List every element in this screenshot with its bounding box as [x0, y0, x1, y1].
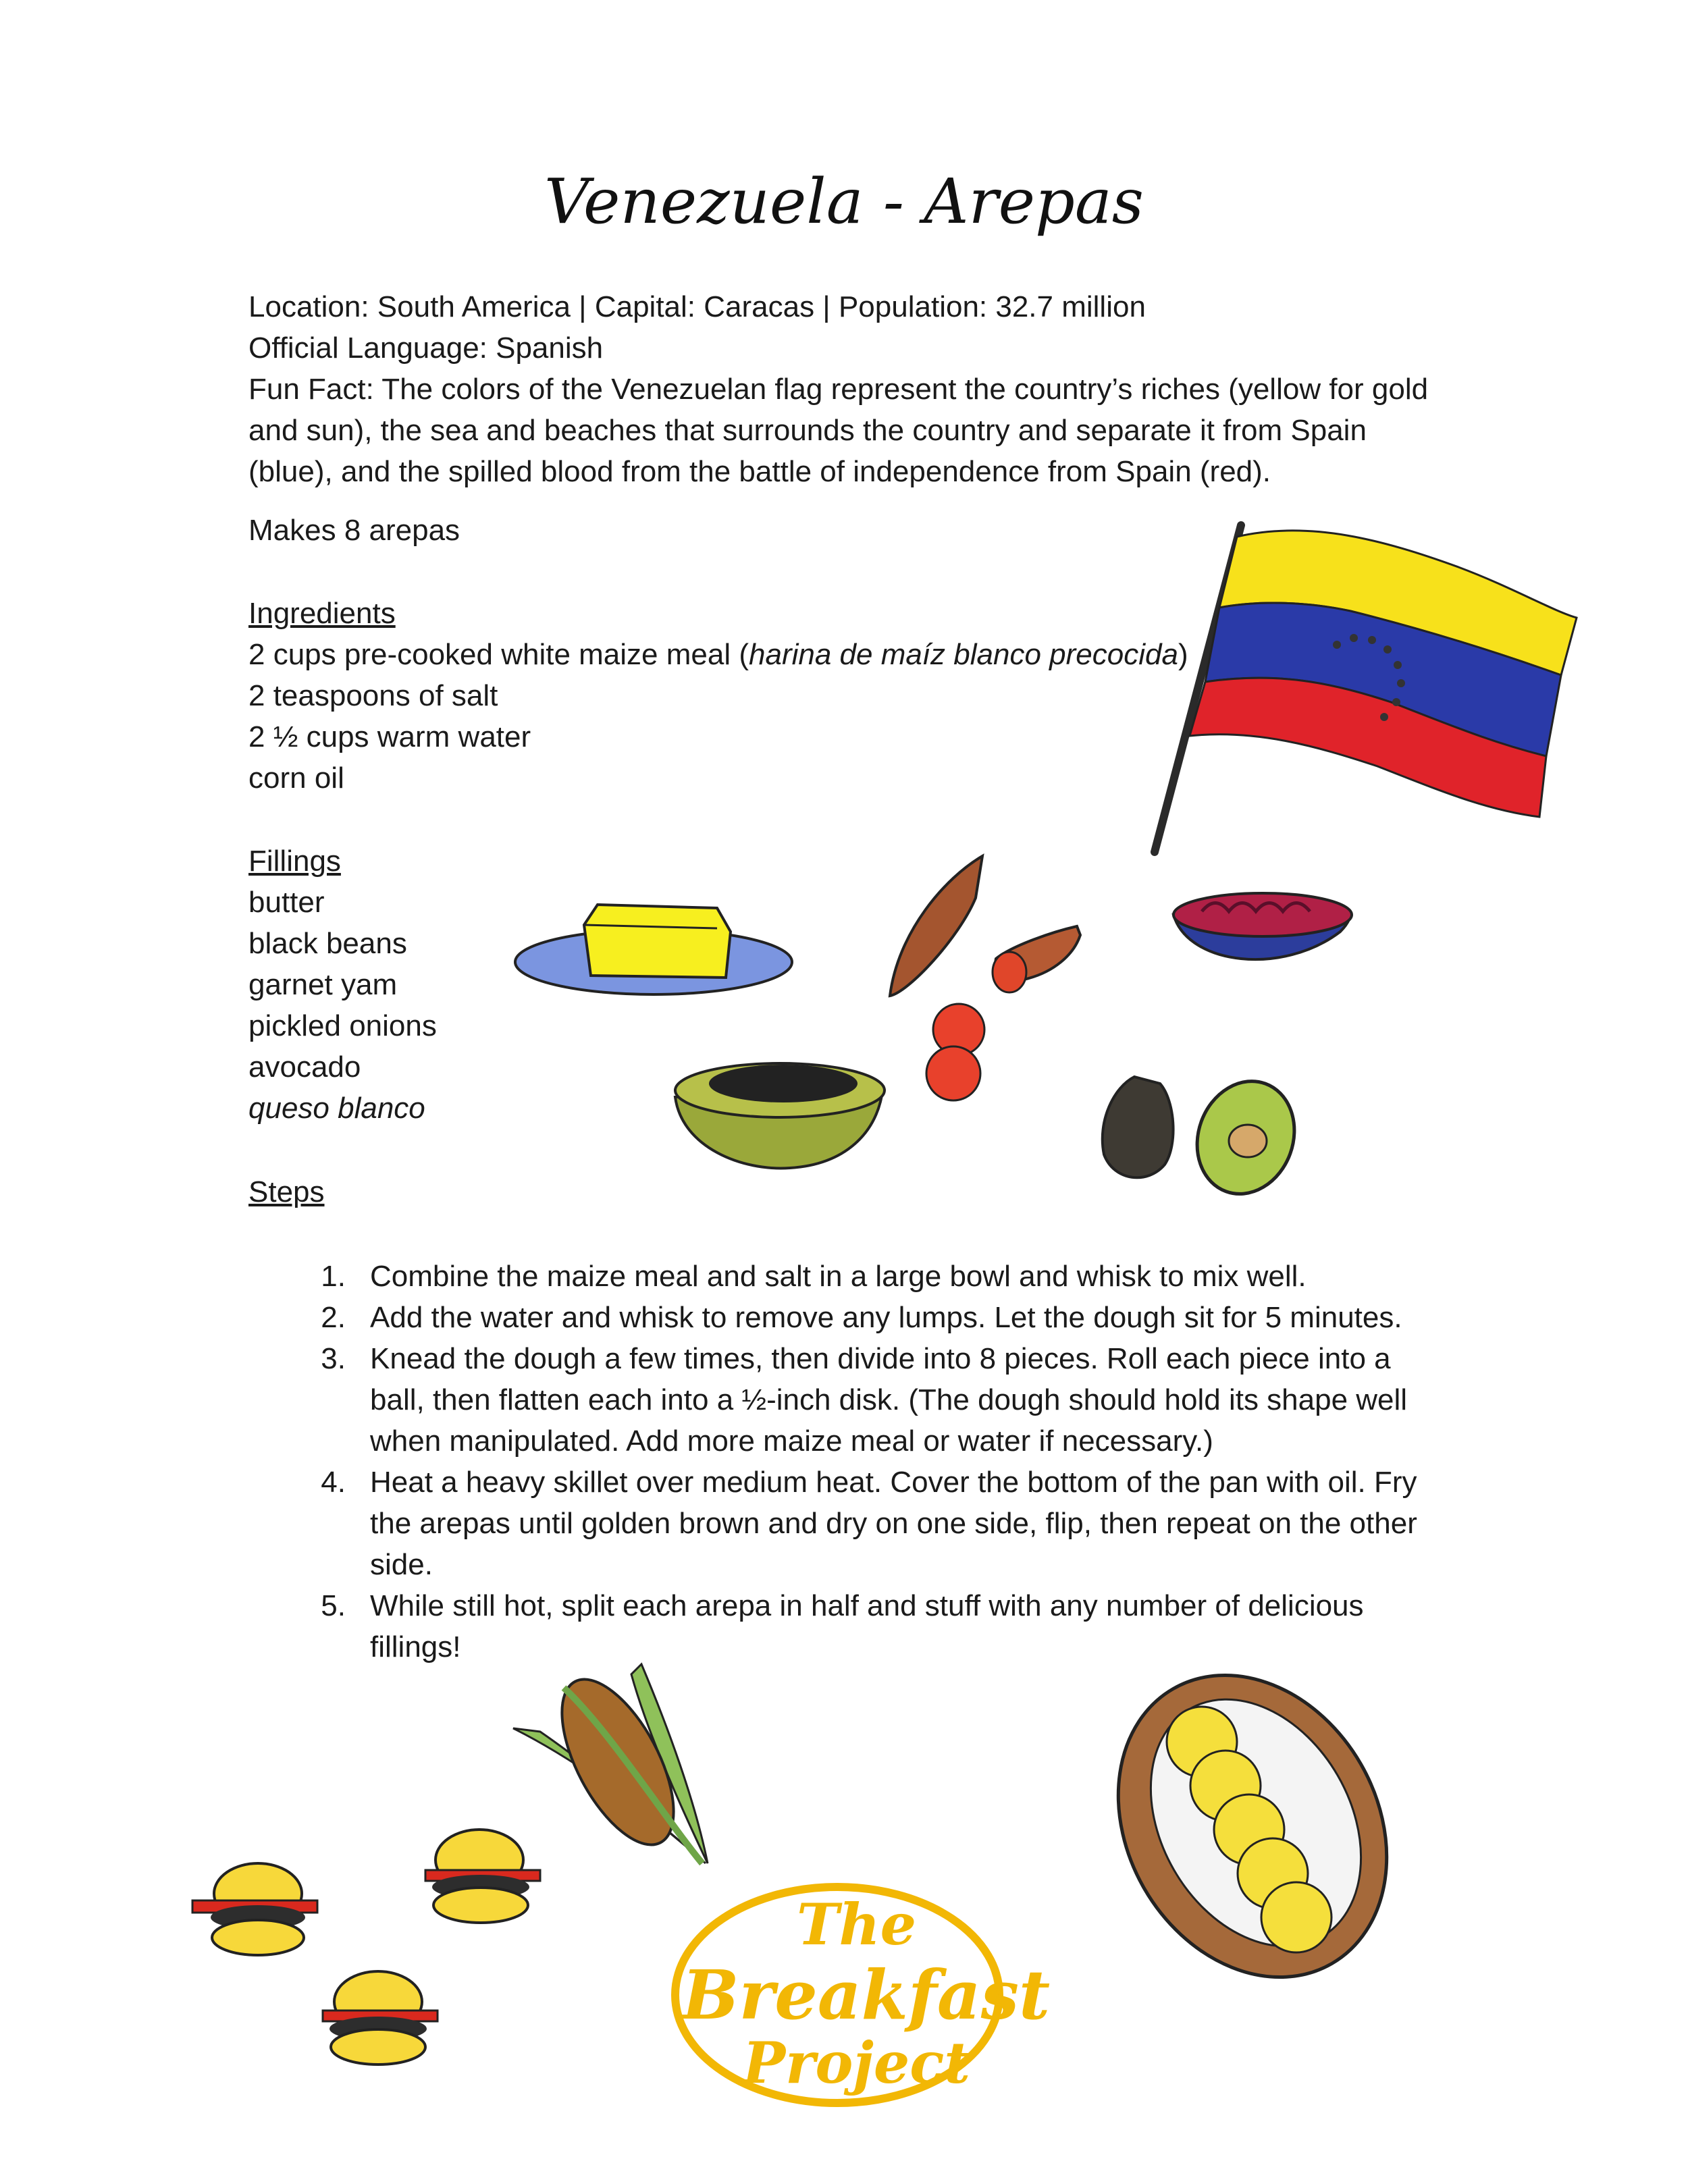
- fillings-header: Fillings: [248, 845, 341, 878]
- ingredient-item: corn oil: [248, 762, 344, 795]
- step-item: 4. Heat a heavy skillet over medium heat. Cover the bottom of the pan with oil. Fry the arepas until golden brown and dry on one side, flip, then repeat on the other side.: [321, 1466, 1417, 1581]
- ingredient-item: 2 teaspoons of salt: [248, 679, 498, 712]
- logo-line2: Breakfast: [682, 1955, 1051, 2035]
- breakfast-project-logo: [675, 1887, 1050, 2103]
- butter-illustration: [515, 905, 792, 994]
- logo-line1: The: [797, 1891, 917, 1958]
- step-item: 5. While still hot, split each arepa in half and stuff with any number of delicious fillings!: [321, 1589, 1364, 1663]
- ingredients-header: Ingredients: [248, 597, 396, 630]
- pickled-onions-illustration: [1173, 893, 1352, 959]
- stuffed-arepas-illustration: [192, 1830, 540, 2065]
- filling-item: black beans: [248, 927, 407, 960]
- fun-fact: Fun Fact: The colors of the Venezuelan flag represent the country’s riches (yellow for gold and sun), the sea and beaches that surrounds the country and separate it from Spain (blue), and the spilled blood from the battle of independence from Spain (red).: [248, 373, 1429, 488]
- logo-line3: Project: [743, 2029, 971, 2096]
- venezuela-flag-illustration: [1155, 525, 1577, 852]
- black-beans-illustration: [675, 1063, 885, 1168]
- arepa-basket-illustration: [1065, 1626, 1440, 2026]
- avocado-illustration: [1103, 1067, 1310, 1208]
- filling-item: queso blanco: [248, 1092, 425, 1125]
- location-line: Location: South America | Capital: Caracas | Population: 32.7 million: [248, 290, 1146, 323]
- filling-item: avocado: [248, 1050, 361, 1084]
- ingredient-item: 2 cups pre-cooked white maize meal (harina de maíz blanco precocida): [248, 638, 1188, 671]
- yield-text: Makes 8 arepas: [248, 514, 460, 547]
- step-item: 1. Combine the maize meal and salt in a large bowl and whisk to mix well.: [321, 1260, 1307, 1293]
- language-line: Official Language: Spanish: [248, 331, 604, 365]
- page-title: Venezuela - Arepas: [544, 165, 1144, 238]
- filling-item: butter: [248, 886, 325, 919]
- filling-item: garnet yam: [248, 968, 398, 1001]
- step-item: 2. Add the water and whisk to remove any lumps. Let the dough sit for 5 minutes.: [321, 1301, 1402, 1334]
- ingredient-item: 2 ½ cups warm water: [248, 720, 531, 753]
- steps-header: Steps: [248, 1175, 325, 1208]
- step-item: 3. Knead the dough a few times, then divide into 8 pieces. Roll each piece into a ball, then flatten each into a ½-inch disk. (The dough should hold its shape well when manipulated. Add more maize meal or water if necessary.): [321, 1342, 1408, 1458]
- corn-illustration: [513, 1663, 708, 1863]
- yam-illustration: [890, 856, 1080, 1100]
- filling-item: pickled onions: [248, 1009, 437, 1042]
